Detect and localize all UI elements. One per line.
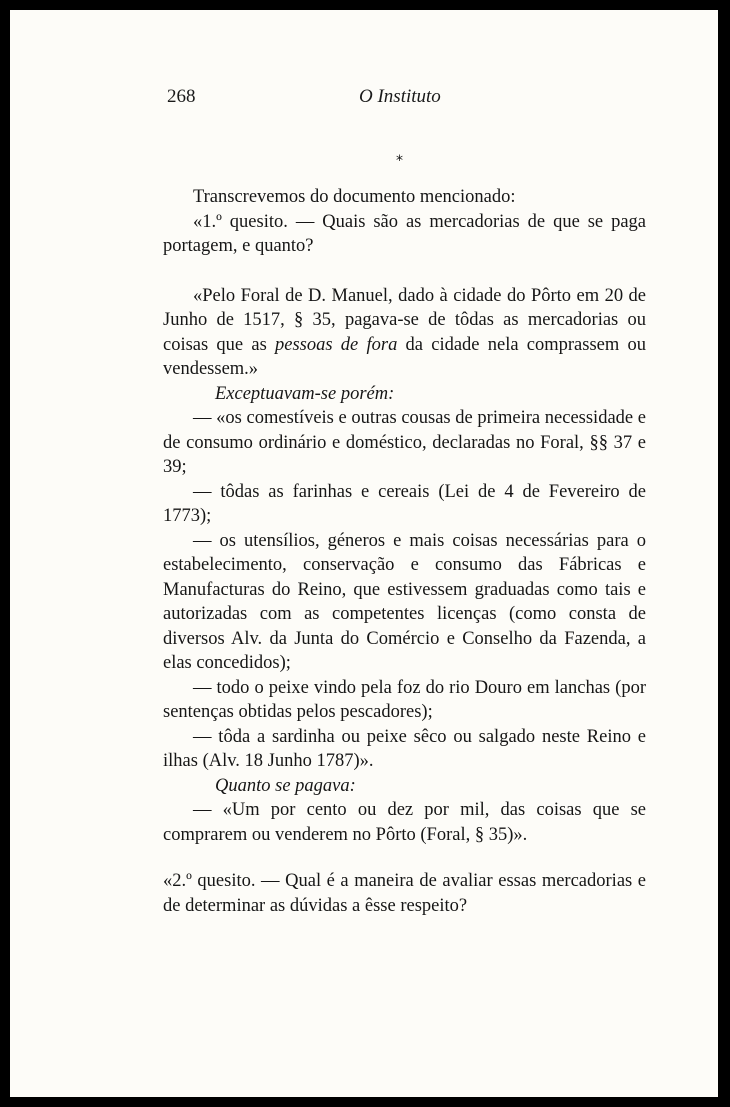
- exception-item-5: — tôda a sardinha ou peixe sêco ou salgado neste Reino e ilhas (Alv. 18 Junho 1787)».: [163, 726, 646, 771]
- intro-paragraph: Transcrevemos do documento mencionado:: [193, 187, 516, 207]
- foral-paragraph: [163, 284, 646, 382]
- exception-item-1: — «os comestíveis e outras cousas de primeira necessidade e de consumo ordinário e doméstico, declaradas no Foral, §§ 37 e 39;: [163, 408, 646, 477]
- exceptions-heading: [163, 382, 646, 407]
- foral-text-end: da cidade nela comprassem ou vendessem.»: [163, 334, 646, 379]
- foral-emphasis: pessoas de fora: [275, 334, 398, 355]
- page: [10, 10, 718, 1097]
- rate-heading-text: Quanto se pagava:: [215, 775, 356, 796]
- foral-text-start: «Pelo Foral de D. Manuel, dado à cidade do Pôrto em 20 de Junho de 1517, § 35, pagava-se de tôdas as mercadorias ou coisas que as: [163, 285, 646, 355]
- running-title: O Instituto: [359, 86, 441, 107]
- body-text: [163, 185, 646, 918]
- exception-item-3: — os utensílios, géneros e mais coisas necessárias para o estabelecimento, conservação e consumo das Fábricas e Manufacturas do Reino, que estivessem graduadas como tais e autorizadas com as competentes licenças (como consta de diversos Alv. da Junta do Comércio e Conselho da Fazenda, a elas concedidos);: [163, 530, 646, 673]
- asterisk-ornament: *: [396, 153, 403, 169]
- rate-heading: [163, 774, 646, 799]
- exception-item-4: — todo o peixe vindo pela foz do rio Douro em lanchas (por sentenças obtidas pelos pescadores);: [163, 677, 646, 722]
- exceptions-heading-text: Exceptuavam-se porém:: [215, 383, 395, 404]
- question-1: «1.º quesito. — Quais são as mercadorias de que se paga portagem, e quanto?: [163, 211, 646, 256]
- rate-item: — «Um por cento ou dez por mil, das coisas que se comprarem ou venderem no Pôrto (Foral, § 35)».: [163, 800, 646, 845]
- question-2: «2.º quesito. — Qual é a maneira de avaliar essas mercadorias e de determinar as dúvidas a êsse respeito?: [163, 871, 646, 916]
- exception-item-2: — tôdas as farinhas e cereais (Lei de 4 de Fevereiro de 1773);: [163, 481, 646, 526]
- page-number: 268: [167, 86, 196, 107]
